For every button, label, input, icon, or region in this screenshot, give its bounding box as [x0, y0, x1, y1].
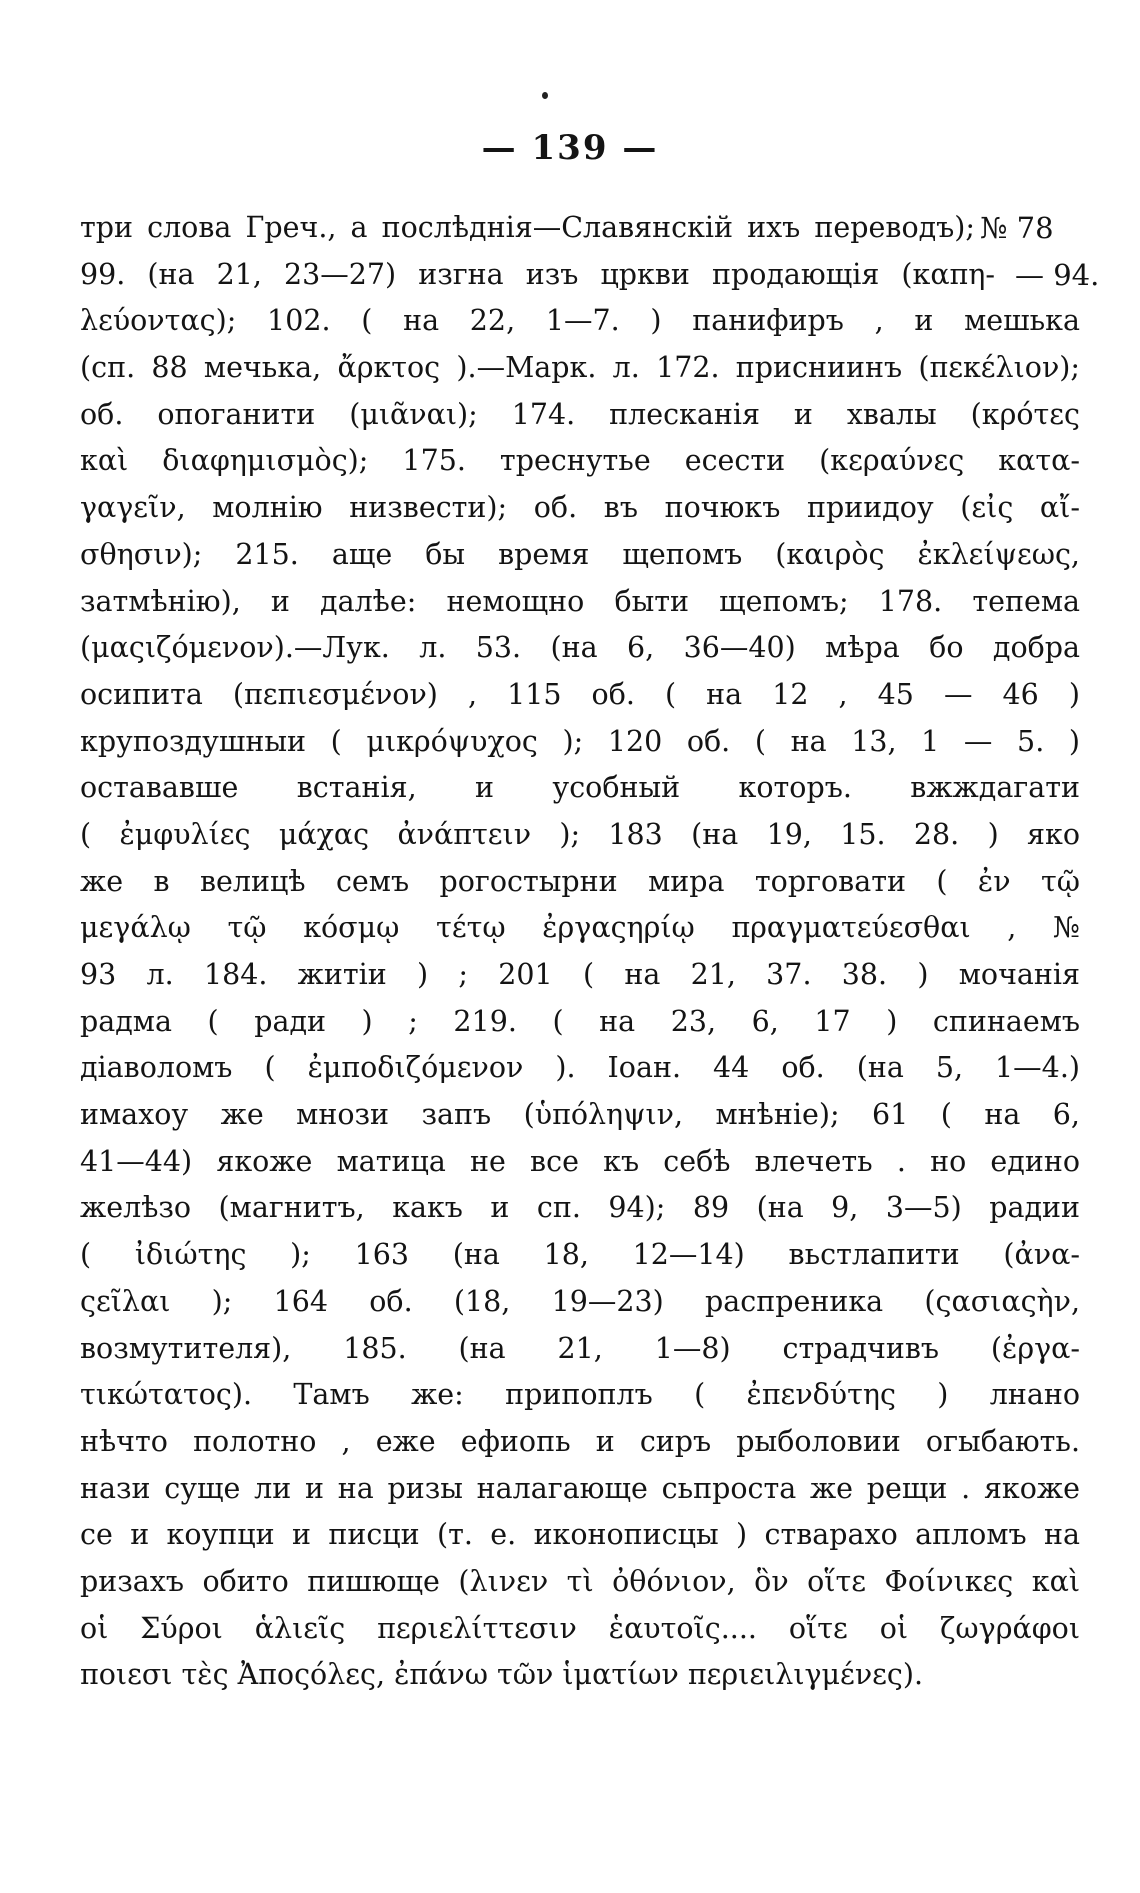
text-line-22: желѣзо (магнитъ, какъ и сп. 94); 89 (на 9, 3—5) радии: [80, 1191, 1080, 1225]
text-line-12: крупоздушныи ( μικρόψυχος ); 120 об. ( на 13, 1 — 5. ): [80, 724, 1080, 758]
margin-note-78: № 78: [980, 211, 1054, 245]
text-line-17: 93 л. 184. житіи ) ; 201 ( на 21, 37. 38. ) мочанія: [80, 958, 1080, 991]
text-line-14: ( ἐμφυλίες μάχας ἀνάπτειν ); 183 (на 19, 15. 28. ) яко: [80, 817, 1080, 851]
text-line-10: (μαςιζόμενον).—Лук. л. 53. (на 6, 36—40) мѣра бо добра: [80, 631, 1080, 665]
ink-speck: [542, 92, 548, 99]
text-line-18: радма ( ради ) ; 219. ( на 23, 6, 17 ) спинаемъ: [80, 1004, 1080, 1038]
page-number: — 139 —: [481, 128, 659, 168]
text-line-4: (сп. 88 мечька, ἄρκτος ).—Марк. л. 172. присниинъ (πεκέλιον);: [80, 351, 1080, 385]
text-line-5: об. опоганити (μιᾶναι); 174. плесканія и хвалы (κρότες: [80, 397, 1080, 431]
text-line-21: 41—44) якоже матица не все къ себѣ влечеть . но едино: [80, 1144, 1080, 1178]
text-line-25: возмутителя), 185. (на 21, 1—8) страдчивъ (ἐργα-: [80, 1331, 1080, 1365]
text-line-15: же в велицѣ семъ рогостырни мира торговати ( ἐν τῷ: [80, 864, 1080, 898]
text-line-28: нази суще ли и на ризы налагающе сьпроста же рещи . якоже: [80, 1471, 1080, 1505]
text-line-13: остававше встанія, и усобный которъ. вжждагати: [80, 771, 1080, 805]
text-line-1: три слова Греч., а послѣднія—Славянскій ихъ переводъ);: [80, 211, 975, 244]
text-line-2: 99. (на 21, 23—27) изгна изъ цркви продающія (καπη-: [80, 257, 995, 291]
text-line-20: имахоу же мнози запъ (ὑπόληψιν, мнѣніе); 61 ( на 6,: [80, 1098, 1080, 1132]
text-line-16: μεγάλῳ τῷ κόσμῳ τέτῳ ἐργαςηρίῳ πραγματεύεσθαι , №: [80, 911, 1080, 945]
text-line-7: γαγεῖν, молнію низвести); об. въ почюкъ приидоу (εἰς αἴ-: [80, 491, 1080, 525]
text-line-29: се и коупци и писци (т. е. иконописцы ) стварахо апломъ на: [80, 1518, 1080, 1552]
text-line-27: нѣчто полотно , еже ефиопь и сиръ рыболовии огыбають.: [80, 1424, 1080, 1458]
text-line-23: ( ἰδιώτης ); 163 (на 18, 12—14) вьстлапити (ἀνα-: [80, 1238, 1080, 1272]
margin-note-94: — 94.: [1015, 257, 1100, 292]
text-line-3: λεύοντας); 102. ( на 22, 1—7. ) панифиръ , и мешька: [80, 304, 1080, 338]
text-line-24: ςεῖλαι ); 164 об. (18, 19—23) распреника (ςασιαςὴν,: [80, 1284, 1080, 1318]
text-line-31: οἱ Σύροι ἁλιεῖς περιελίττεσιν ἑαυτοῖς.... οἵτε οἱ ζωγράφοι: [80, 1611, 1080, 1645]
text-line-6: καὶ διαφημισμὸς); 175. треснутье есести (κεραύνες κατα-: [80, 444, 1080, 478]
text-line-19: діаволомъ ( ἐμποδιζόμενον ). Іоан. 44 об. (на 5, 1—4.): [80, 1051, 1080, 1085]
body-text: [80, 205, 1080, 1699]
text-line-26: τικώτατος). Тамъ же: припоплъ ( ἐπενδύτης ) лнано: [80, 1378, 1080, 1412]
text-line-11: осипита (πεπιεσμένον) , 115 об. ( на 12 , 45 — 46 ): [80, 677, 1080, 711]
text-line-9: затмѣнію), и далѣе: немощно быти щепомъ; 178. тепема: [80, 584, 1080, 618]
text-line-30: ризахъ обито пишюще (λινεν τὶ ὀθόνιον, ὃν οἵτε Φοίνικες καὶ: [80, 1564, 1080, 1598]
text-line-8: σθησιν); 215. аще бы время щепомъ (καιρὸς ἐκλείψεως,: [80, 537, 1080, 571]
text-line-32: ποιεσι τὲς Ἀποςόλες, ἐπάνω τῶν ἱματίων περιειλιγμένες).: [80, 1658, 924, 1692]
